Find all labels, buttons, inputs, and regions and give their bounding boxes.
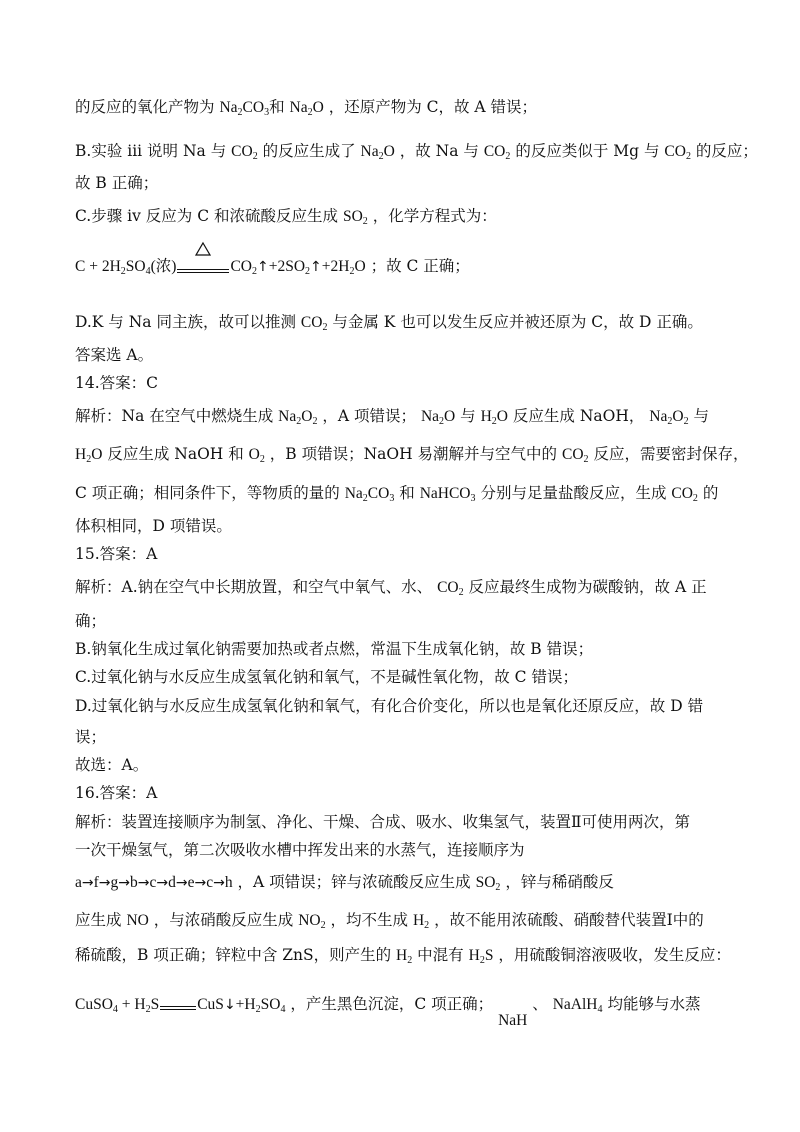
text-line-14: C.过氧化钠与水反应生成氢氧化钠和氧气，不是碱性氧化物，故 C 错误； <box>75 668 578 686</box>
text-line-4: C.步骤 iv 反应为 C 和浓硫酸反应生成 $SO_2$ ，化学方程式为： <box>75 207 497 227</box>
text-line-13: B.钠氧化生成过氧化钠需要加热或者点燃，常温下生成氧化钠，故 B 错误； <box>75 640 594 658</box>
answer-16: 16.答案：A <box>75 784 158 802</box>
text-line-19: 一次干燥氢气，第二次吸收水槽中挥发出来的水蒸气，连接顺序为 <box>75 841 525 859</box>
text-line-5: D.K 与 Na 同主族，故可以推测 $CO_2$ 与金属 K 也可以发生反应并被还原为 C，故 D 正确。 <box>75 313 703 333</box>
equation-line-1: $C + 2H_2SO_4$(浓) $CO_2↑+2SO_2↑+2H_2O$ ；故 C 正确； <box>75 255 735 278</box>
text-line-1: 的反应的氧化产物为 $Na_2CO_3$和 $Na_2O$ ，还原产物为 C，故 A 错误； <box>75 98 538 118</box>
text-line-7: 解析：Na 在空气中燃烧生成 $Na_2O_2$ ，A 项错误； $Na_2O$ 与 $H_2O$ 反应生成 NaOH， $Na_2O_2$ 与 <box>75 407 710 427</box>
heat-triangle-icon <box>195 241 211 257</box>
answer-14: 14.答案：C <box>75 374 159 392</box>
text-line-9: C 项正确；相同条件下，等物质的量的 $Na_2CO_3$ 和 NaHCO$_3$ 分别与足量盐酸反应，生成 $CO_2$ 的 <box>75 484 719 504</box>
text-line-3: 故 B 正确； <box>75 174 159 192</box>
text-line-16: 误； <box>75 728 107 746</box>
text-line-20: a→f→g→b→c→d→e→c→h ，A 项错误；锌与浓硫酸反应生成 $SO_2$ ，锌与稀硝酸反 <box>75 873 614 893</box>
text-line-21: 应生成 NO ，与浓硝酸反应生成 $NO_2$ ，均不生成 $H_2$ ，故不能用浓硫酸、硝酸替代装置Ⅰ中的 <box>75 911 704 931</box>
text-line-8: $H_2O$ 反应生成 NaOH 和 $O_2$ ，B 项错误；NaOH 易潮解并与空气中的 $CO_2$ 反应，需要密封保存， <box>75 445 749 465</box>
text-line-2: B.实验 iii 说明 Na 与 $CO_2$ 的反应生成了 $Na_2O$ ，故 Na 与 $CO_2$ 的反应类似于 Mg 与 $CO_2$ 的反应； <box>75 142 758 162</box>
heat-equals-sign <box>177 263 229 273</box>
text-line-11: 解析：A.钠在空气中长期放置，和空气中氧气、水、 $CO_2$ 反应最终生成物为碳酸钠，故 A 正 <box>75 578 707 598</box>
text-line-6: 答案选 A。 <box>75 346 154 364</box>
text-line-12: 确； <box>75 612 107 630</box>
text-line-18: 解析：装置连接顺序为制氢、净化、干燥、合成、吸水、收集氢气，装置Ⅱ可使用两次，第 <box>75 813 691 831</box>
answer-15: 15.答案：A <box>75 545 158 563</box>
text-line-22: 稀硫酸，B 项正确；锌粒中含 ZnS，则产生的 $H_2$ 中混有 $H_2S$ ，用硫酸铜溶液吸收，发生反应： <box>75 946 731 966</box>
text-line-17: 故选：A。 <box>75 756 149 774</box>
text-line-15: D.过氧化钠与水反应生成氢氧化钠和氧气，有化合价变化，所以也是氧化还原反应，故 D 错 <box>75 697 704 715</box>
equation-line-2: CuSO$_4$ + $H_2S$ $CuS↓+H_2SO_4$ ，产生黑色沉淀，C 项正确； NaH 、 NaAlH$_4$ 均能够与水蒸 <box>75 995 701 1029</box>
equals-sign <box>160 1006 196 1010</box>
text-line-10: 体积相同，D 项错误。 <box>75 517 232 535</box>
